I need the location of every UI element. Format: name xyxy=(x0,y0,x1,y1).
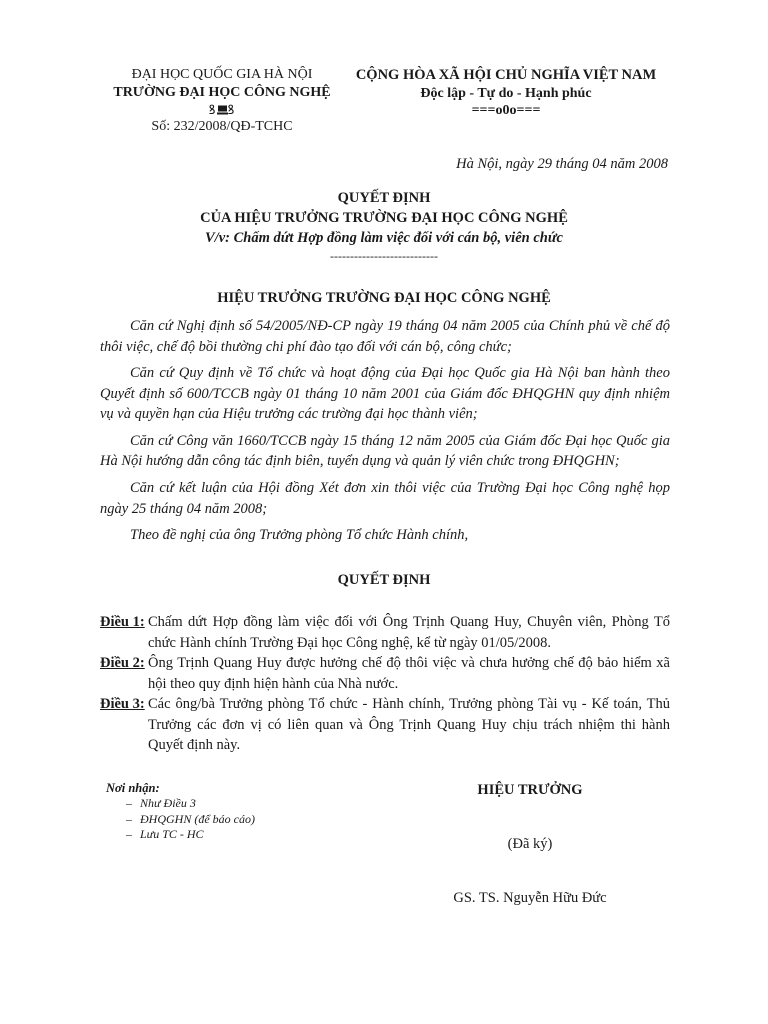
title-line-2: CỦA HIỆU TRƯỞNG TRƯỜNG ĐẠI HỌC CÔNG NGHỆ xyxy=(200,210,568,226)
recipients-list xyxy=(106,796,255,843)
country-name: CỘNG HÒA XÃ HỘI CHỦ NGHĨA VIỆT NAM xyxy=(355,67,657,83)
article-text: Các ông/bà Trưởng phòng Tổ chức - Hành chính, Trưởng phòng Tài vụ - Kế toán, Thủ Trưởng các đơn vị có liên quan và Ông Trịnh Quang Huy chịu trách nhiệm thi hành Quyết định này. xyxy=(148,696,670,754)
title-rule: --------------------------- xyxy=(330,249,438,263)
subject-line: V/v: Chấm dứt Hợp đồng làm việc đối với cán bộ, viên chức xyxy=(205,230,563,246)
authority-heading: HIỆU TRƯỞNG TRƯỜNG ĐẠI HỌC CÔNG NGHỆ xyxy=(217,290,551,306)
basis-paragraph: Căn cứ kết luận của Hội đồng Xét đơn xin thôi việc của Trường Đại học Công nghệ họp ngày 25 tháng 04 năm 2008; xyxy=(100,480,670,517)
motto-separator: ===o0o=== xyxy=(471,103,541,119)
recipient-item: – Lưu TC - HC xyxy=(126,827,255,843)
recipient-item: – Như Điều 3 xyxy=(126,796,255,812)
article-label: Điều 1: xyxy=(100,614,145,630)
article-text: Ông Trịnh Quang Huy được hưởng chế độ thôi việc và chưa hưởng chế độ bảo hiểm xã hội theo quy định hiện hành của Nhà nước. xyxy=(148,655,670,692)
basis-paragraph: Căn cứ Nghị định số 54/2005/NĐ-CP ngày 19 tháng 04 năm 2005 của Chính phủ về chế độ thôi việc, chế độ bồi thường chi phí đào tạo đối với cán bộ, công chức; xyxy=(100,318,670,355)
article-3 xyxy=(100,694,670,756)
place-date: Hà Nội, ngày 29 tháng 04 năm 2008 xyxy=(456,156,668,172)
national-header xyxy=(336,66,676,120)
basis-paragraph: Căn cứ Quy định về Tổ chức và hoạt động của Đại học Quốc gia Hà Nội ban hành theo Quyết định số 600/TCCB ngày 01 tháng 10 năm 2001 của Giám đốc ĐHQGHN quy định nhiệm vụ và quyền hạn của Hiệu trưởng các trường đại học thành viên; xyxy=(100,365,670,423)
legal-basis xyxy=(100,316,670,552)
university-name: ĐẠI HỌC QUỐC GIA HÀ NỘI xyxy=(131,67,313,82)
ornament-divider: ꝸ ꝸ xyxy=(208,101,236,117)
basis-paragraph: Theo đề nghị của ông Trưởng phòng Tổ chức Hành chính, xyxy=(130,527,469,544)
signature-status: (Đã ký) xyxy=(507,836,553,852)
computer-icon xyxy=(217,105,228,115)
article-text: Chấm dứt Hợp đồng làm việc đối với Ông Trịnh Quang Huy, Chuyên viên, Phòng Tổ chức Hành chính Trường Đại học Công nghệ, kể từ ngày 01/05/2008. xyxy=(148,614,670,651)
signer-name: GS. TS. Nguyễn Hữu Đức xyxy=(453,890,607,906)
decision-heading: QUYẾT ĐỊNH xyxy=(337,572,431,588)
article-label: Điều 3: xyxy=(100,696,145,713)
recipient-item: – ĐHQGHN (để báo cáo) xyxy=(126,812,255,828)
title-line-1: QUYẾT ĐỊNH xyxy=(337,190,431,206)
article-label: Điều 2: xyxy=(100,655,145,672)
national-motto: Độc lập - Tự do - Hạnh phúc xyxy=(420,85,592,101)
document-number: Số: 232/2008/QĐ-TCHC xyxy=(151,119,293,135)
recipients-block xyxy=(106,780,255,843)
article-2 xyxy=(100,653,670,694)
recipients-title: Nơi nhận: xyxy=(106,781,160,795)
articles-list xyxy=(100,612,670,756)
school-name: TRƯỜNG ĐẠI HỌC CÔNG NGHỆ xyxy=(113,84,331,100)
document-title xyxy=(100,188,668,263)
issuer-header xyxy=(88,66,356,136)
basis-paragraph: Căn cứ Công văn 1660/TCCB ngày 15 tháng 12 năm 2005 của Giám đốc Đại học Quốc gia Hà Nội hướng dẫn công tác định biên, tuyển dụng và quản lý viên chức trong ĐHQGHN; xyxy=(100,432,670,470)
article-1 xyxy=(100,612,670,653)
signer-title: HIỆU TRƯỞNG xyxy=(477,782,583,798)
